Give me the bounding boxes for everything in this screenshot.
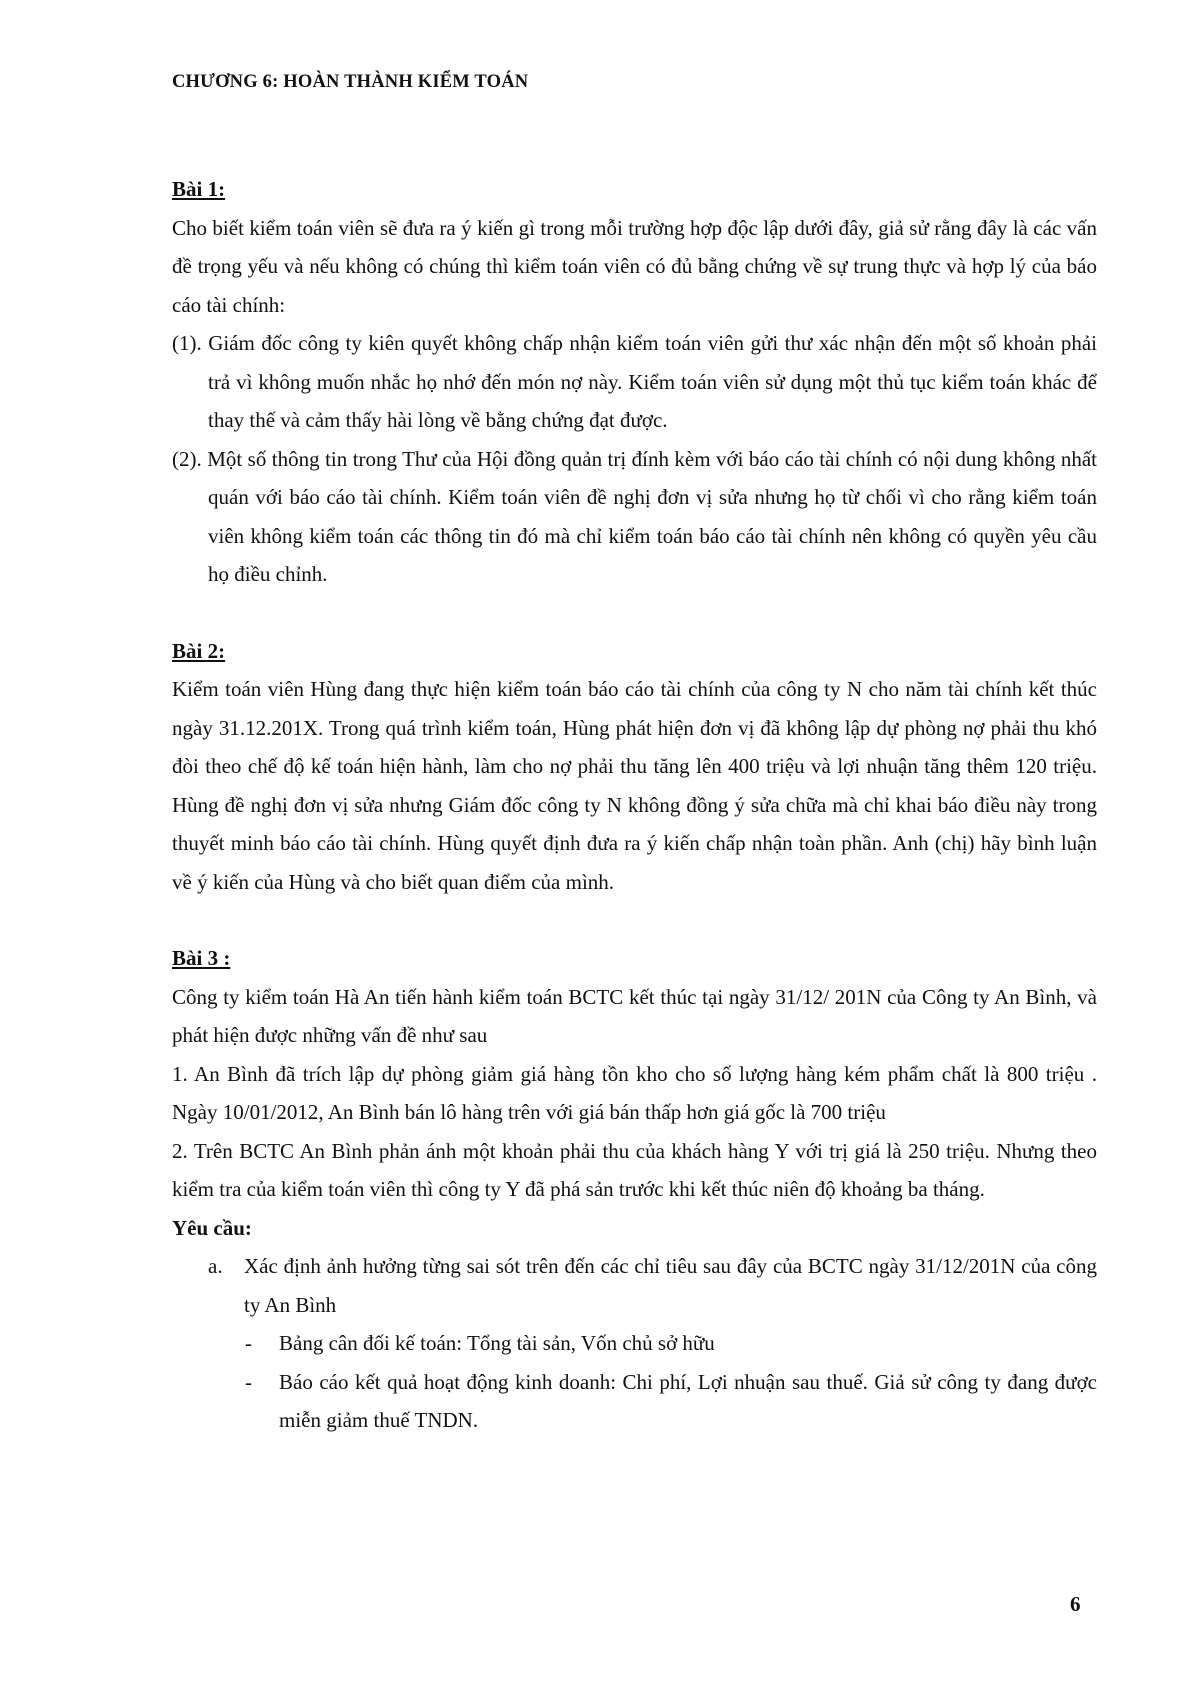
- exercise-3-item-1: 1. An Bình đã trích lập dự phòng giảm giá hàng tồn kho cho số lượng hàng kém phẩm chất là 800 triệu . Ngày 10/01/2012, An Bình bán lô hàng trên với giá bán thấp hơn giá gốc là 700 triệu: [172, 1061, 1097, 1124]
- requirement-a: [172, 1247, 1097, 1324]
- exercise-3-item-2: 2. Trên BCTC An Bình phản ánh một khoản phải thu của khách hàng Y với trị giá là 250 triệu. Nhưng theo kiểm tra của kiểm toán viên thì công ty Y đã phá sản trước khi kết thúc niên độ khoảng ba tháng.: [172, 1138, 1097, 1201]
- requirement-a-marker: a.: [208, 1254, 223, 1278]
- dash-item-text: Bảng cân đối kế toán: Tổng tài sản, Vốn chủ sở hữu: [279, 1331, 715, 1355]
- exercise-1-intro: Cho biết kiểm toán viên sẽ đưa ra ý kiến gì trong mỗi trường hợp độc lập dưới đây, giả sử rằng đây là các vấn đề trọng yếu và nếu không có chúng thì kiểm toán viên có đủ bằng chứng về sự trung thực và hợp lý của báo cáo tài chính:: [172, 215, 1097, 317]
- requirement-a-text: Xác định ảnh hưởng từng sai sót trên đến các chỉ tiêu sau đây của BCTC ngày 31/12/201N của công ty An Bình: [244, 1254, 1097, 1317]
- exercise-1: [172, 170, 1097, 594]
- exercise-3-intro: Công ty kiểm toán Hà An tiến hành kiểm toán BCTC kết thúc tại ngày 31/12/ 201N của Công ty An Bình, và phát hiện được những vấn đề như sau: [172, 984, 1097, 1047]
- page-number: 6: [1070, 1592, 1081, 1616]
- spacer: [172, 594, 1097, 632]
- document-body: [172, 170, 1097, 1440]
- exercise-1-heading: Bài 1:: [172, 177, 226, 201]
- requirement-dash-item-2: [172, 1363, 1097, 1440]
- exercise-2-text: Kiểm toán viên Hùng đang thực hiện kiểm toán báo cáo tài chính của công ty N cho năm tài chính kết thúc ngày 31.12.201X. Trong quá trình kiểm toán, Hùng phát hiện đơn vị đã không lập dự phòng nợ phải thu khó đòi theo chế độ kế toán hiện hành, làm cho nợ phải thu tăng lên 400 triệu và lợi nhuận tăng thêm 120 triệu. Hùng đề nghị đơn vị sửa nhưng Giám đốc công ty N không đồng ý sửa chữa mà chỉ khai báo điều này trong thuyết minh báo cáo tài chính. Hùng quyết định đưa ra ý kiến chấp nhận toàn phần. Anh (chị) hãy bình luận về ý kiến của Hùng và cho biết quan điểm của mình.: [172, 677, 1097, 894]
- dash-marker: -: [245, 1369, 252, 1394]
- exercise-2: [172, 632, 1097, 902]
- exercise-1-item-1: (1). Giám đốc công ty kiên quyết không chấp nhận kiểm toán viên gửi thư xác nhận đến một số khoản phải trả vì không muốn nhắc họ nhớ đến món nợ này. Kiểm toán viên sử dụng một thủ tục kiểm toán khác để thay thế và cảm thấy hài lòng về bằng chứng đạt được.: [172, 331, 1097, 432]
- requirement-dash-item-1: [172, 1324, 1097, 1363]
- document-page: [172, 0, 1097, 1698]
- exercise-2-heading: Bài 2:: [172, 638, 226, 663]
- exercise-3-heading: Bài 3 :: [172, 946, 231, 970]
- spacer: [172, 901, 1097, 939]
- requirement-label: Yêu cầu:: [172, 1215, 252, 1240]
- dash-item-text: Báo cáo kết quả hoạt động kinh doanh: Chi phí, Lợi nhuận sau thuế. Giả sử công ty đang được miễn giảm thuế TNDN.: [279, 1369, 1097, 1432]
- dash-marker: -: [245, 1331, 252, 1355]
- exercise-1-item-2: (2). Một số thông tin trong Thư của Hội đồng quản trị đính kèm với báo cáo tài chính có nội dung không nhất quán với báo cáo tài chính. Kiểm toán viên đề nghị đơn vị sửa nhưng họ từ chối vì cho rằng kiểm toán viên không kiểm toán các thông tin đó mà chỉ kiểm toán báo cáo tài chính nên không có quyền yêu cầu họ điều chỉnh.: [172, 446, 1097, 586]
- chapter-title: CHƯƠNG 6: HOÀN THÀNH KIỂM TOÁN: [172, 72, 529, 92]
- exercise-3: [172, 939, 1097, 1440]
